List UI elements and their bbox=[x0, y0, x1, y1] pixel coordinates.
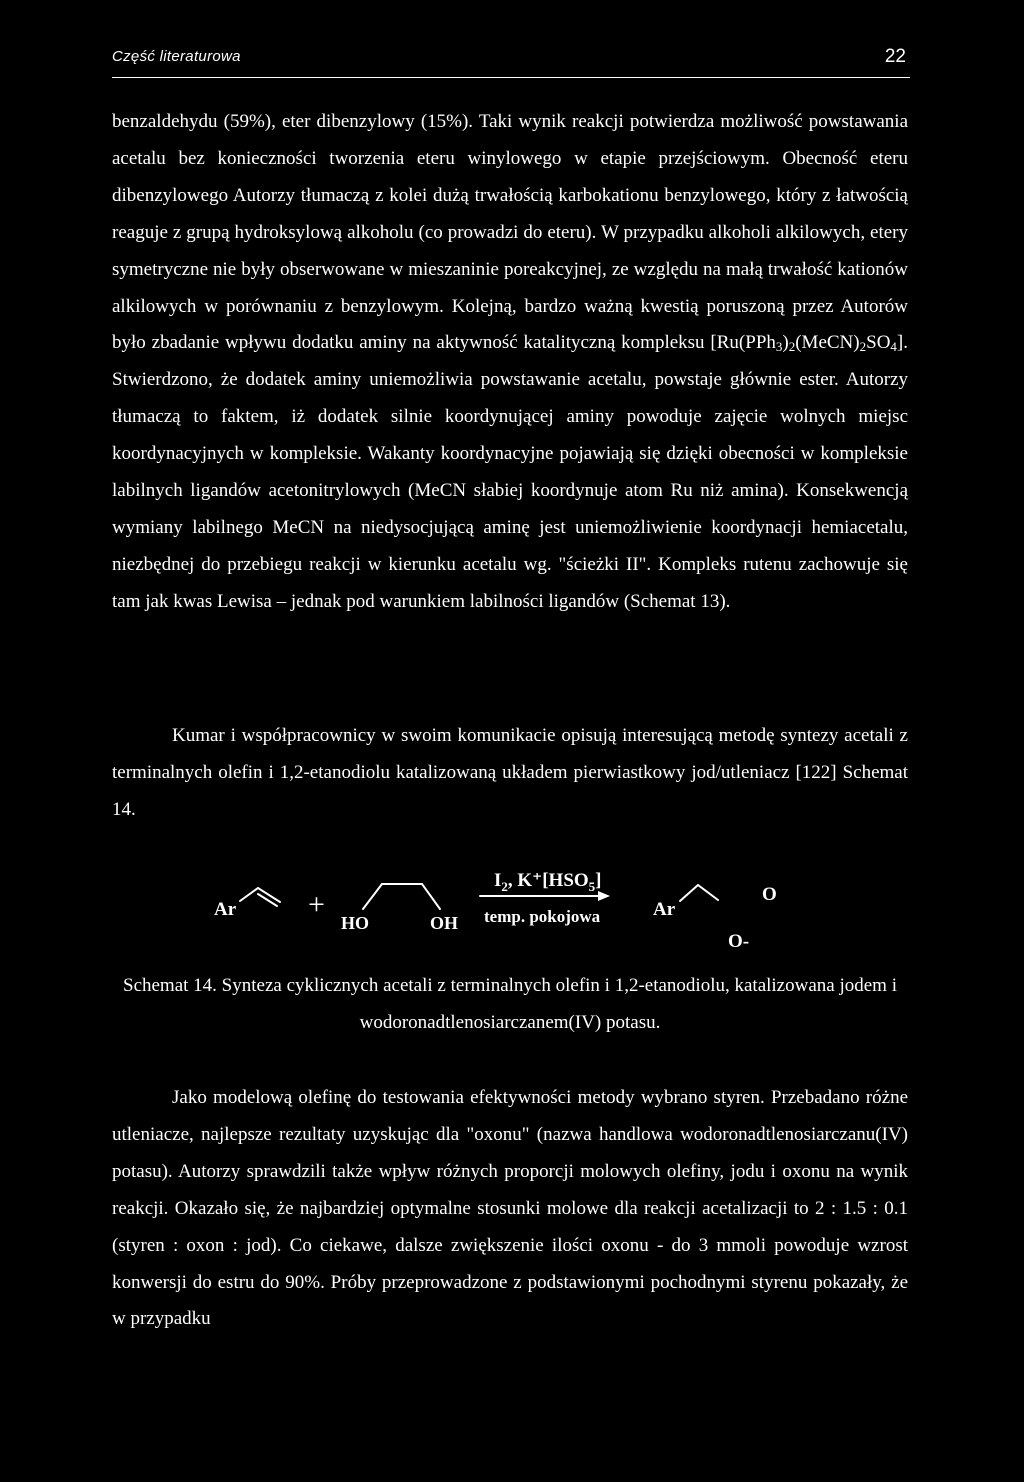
paragraph-1-text-d: SO bbox=[866, 332, 891, 354]
product-bond-2 bbox=[698, 885, 718, 900]
section-title: Część literaturowa bbox=[112, 48, 241, 65]
plus-sign: + bbox=[308, 888, 325, 921]
page-number: 22 bbox=[884, 46, 906, 67]
styrene-vinyl-bond-b bbox=[258, 894, 277, 906]
diol-ho-label: HO bbox=[341, 913, 370, 933]
scheme-caption: Schemat 14. Synteza cyklicznych acetali z terminalnych olefin i 1,2-etanodiolu, katalizowana jodem i wodoronadtlenosiarczanem(IV) potasu. bbox=[123, 975, 897, 1033]
product-ar-label: Ar bbox=[653, 899, 676, 920]
paragraph-1-text-e: ]. Stwierdzono, że dodatek aminy uniemożliwia powstawanie acetalu, powstaje głównie ester. Autorzy tłumaczą to faktem, iż dodatek silnie koordynującej aminy powoduje zajęcie wolnych miejsc koordynacyjnych w kompleksie. Wakanty koordynacyjne pojawiają się dzięki obecności w kompleksie labilnych ligandów acetonitrylowych (MeCN słabiej koordynuje atom Ru niż amina). Konsekwencją wymiany labilnego MeCN na niedysocjującą aminę jest uniemożliwienie koordynacji hemiacetalu, niezbędnej do przebiegu reakcji w kierunku acetalu wg. "ścieżki II". Kompleks rutenu zachowuje się tam jak kwas Lewisa – jednak pod warunkiem labilności ligandów (Schemat 13). bbox=[112, 332, 908, 612]
reaction-arrow-head bbox=[598, 891, 610, 901]
reagent-label: $I_2$, $K^+[HSO_5]$ bbox=[494, 870, 602, 894]
reactant-ar-label: Ar bbox=[214, 899, 237, 920]
header-divider bbox=[112, 77, 910, 78]
product-o-bottom-label: O- bbox=[728, 931, 750, 952]
paragraph-1-text-b: ) bbox=[782, 332, 789, 354]
product-bond-1 bbox=[680, 885, 698, 901]
paragraph-1 bbox=[112, 104, 908, 621]
subscript-2b: 2 bbox=[859, 339, 867, 355]
paragraph-1-text-a: benzaldehydu (59%), eter dibenzylowy (15%). Taki wynik reakcji potwierdza możliwość powstawania acetalu bez konieczności tworzenia eteru winylowego w etapie przejściowym. Obecność eteru dibenzylowego Autorzy tłumaczą z kolei dużą trwałością karbokationu benzylowego, który z łatwością reaguje z grupą hydroksylową alkoholu (co prowadzi do eteru). W przypadku alkoholi alkilowych, etery symetryczne nie były obserwowane w mieszaninie poreakcyjnej, ze względu na małą trwałość kationów alkilowych w porównaniu z benzylowym. Kolejną, bardzo ważną kwestią poruszoną przez Autorów było zbadanie wpływu dodatku aminy na aktywność katalityczną kompleksu [Ru(PPh bbox=[112, 111, 908, 354]
reaction-scheme-drawing bbox=[200, 860, 800, 956]
conditions-label: temp. pokojowa bbox=[484, 907, 601, 926]
subscript-4: 4 bbox=[890, 339, 897, 355]
diol-bond-right bbox=[422, 884, 440, 909]
subscript-2a: 2 bbox=[788, 339, 796, 355]
paragraph-2: Kumar i współpracownicy w swoim komunikacie opisują interesującą metodę syntezy acetali z terminalnych olefin i 1,2-etanodiolu katalizowaną układem pierwiastkowy jod/utleniacz [122] Schemat 14. bbox=[112, 725, 908, 820]
paragraph-1-text-c: (MeCN) bbox=[795, 332, 860, 354]
styrene-bond-1 bbox=[240, 888, 258, 901]
paragraph-3: Jako modelową olefinę do testowania efektywności metody wybrano styren. Przebadano różne utleniacze, najlepsze rezultaty uzyskując dla "oxonu" (nazwa handlowa wodoronadtlenosiarczanu(IV) potasu). Autorzy sprawdzili także wpływ różnych proporcji molowych olefiny, jodu i oxonu na wynik reakcji. Okazało się, że najbardziej optymalne stosunki molowe dla reakcji acetalizacji to 2 : 1.5 : 0.1 (styren : oxon : jod). Co ciekawe, dalsze zwiększenie ilości oxonu - do 3 mmoli powoduje wzrost konwersji do estru do 90%. Próby przeprowadzone z podstawionymi pochodnymi styrenu pokazały, że w przypadku bbox=[112, 1087, 908, 1330]
product-o-top-label: O bbox=[762, 884, 777, 905]
page-header bbox=[112, 46, 908, 76]
diol-oh-label: OH bbox=[430, 913, 459, 933]
subscript-3: 3 bbox=[775, 339, 783, 355]
diol-bond-left bbox=[363, 884, 382, 909]
reaction-scheme bbox=[200, 860, 800, 956]
